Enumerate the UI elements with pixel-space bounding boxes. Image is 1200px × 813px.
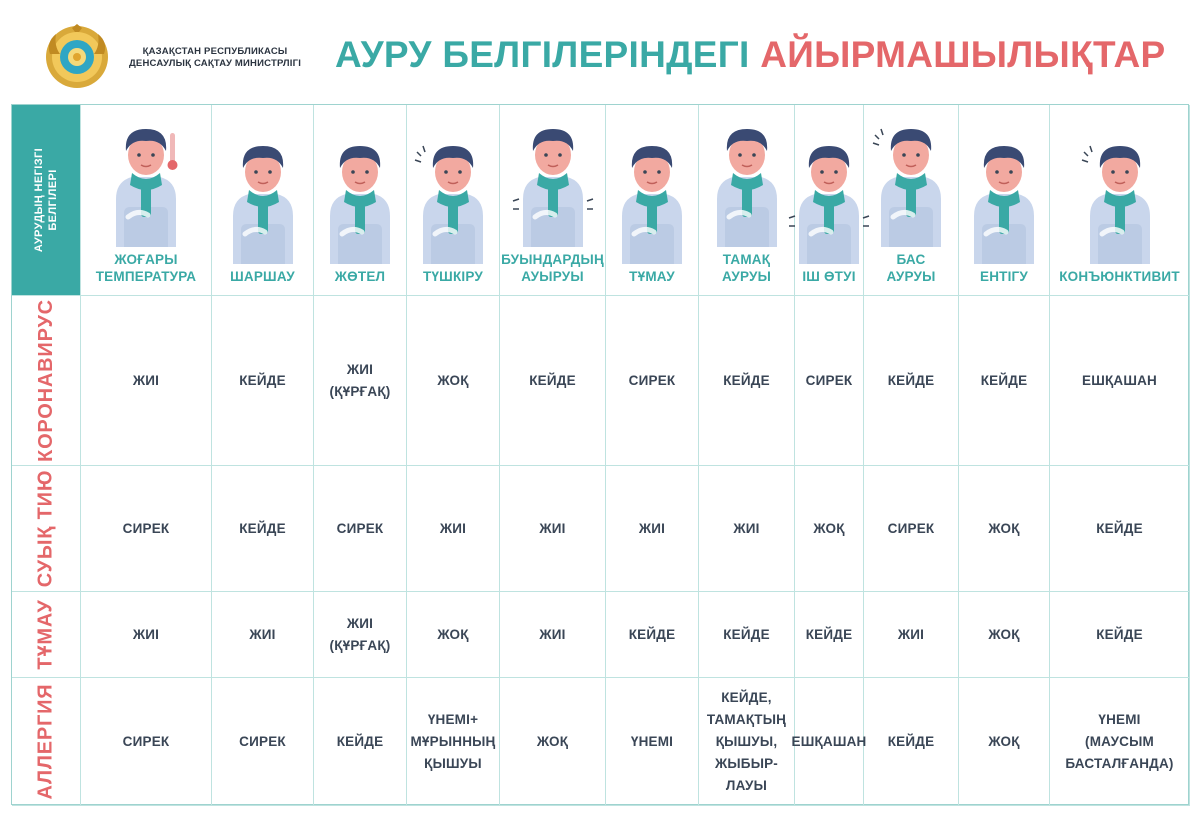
symptom-header — [500, 105, 606, 296]
cell-value — [629, 370, 676, 392]
table-cell — [407, 466, 500, 592]
cell-value-line: ЖИІ — [346, 361, 374, 377]
cell-value — [239, 370, 286, 392]
cell-value-line: ЛАУЫ — [725, 777, 768, 793]
cell-value-line: СИРЕК — [122, 733, 170, 749]
cell-value-line: ЕШҚАШАН — [1081, 372, 1158, 388]
cell-value — [1096, 624, 1143, 646]
symptom-label — [886, 251, 935, 285]
cell-value-line: КЕЙДЕ — [980, 372, 1028, 388]
corner-label-line: АУРУДЫҢ НЕГІЗГІ — [33, 147, 45, 253]
symptom-label — [629, 268, 675, 285]
cell-value — [529, 370, 576, 392]
conjunctivitis-person-icon — [1076, 138, 1164, 264]
cell-value — [123, 518, 170, 540]
state-emblem-icon — [44, 24, 110, 90]
symptom-label — [1059, 268, 1180, 285]
symptom-label-line: АУРУЫ — [886, 269, 936, 284]
table-cell — [795, 592, 864, 678]
cell-value-line: ЖОҚ — [813, 520, 845, 536]
cell-value-line: ЖОҚ — [536, 733, 569, 749]
symptom-header — [864, 105, 959, 296]
headache-person-icon — [867, 121, 955, 247]
cell-value-line: БАСТАЛҒАНДА) — [1065, 755, 1174, 771]
corner-header — [12, 105, 81, 296]
symptom-header — [212, 105, 314, 296]
cell-value — [123, 731, 170, 753]
cell-value — [806, 370, 853, 392]
table-cell — [500, 678, 606, 806]
symptom-label-line: ЖОҒАРЫ — [114, 252, 178, 267]
table-cell — [864, 296, 959, 466]
cell-value-line: СИРЕК — [239, 733, 286, 749]
cell-value-line: ЖОҚ — [988, 626, 1020, 642]
cell-value — [988, 731, 1019, 753]
title-part-2: АЙЫРМАШЫЛЫҚТАР — [760, 34, 1166, 75]
cell-value-line: ЖИІ — [346, 615, 374, 631]
cell-value-line: КЕЙДЕ — [239, 520, 286, 536]
table-cell — [864, 678, 959, 806]
cell-value — [133, 624, 159, 646]
table-cell — [795, 296, 864, 466]
cell-value-line: ҮНЕМІ — [1098, 711, 1141, 727]
cell-value — [988, 518, 1019, 540]
table-cell — [959, 592, 1050, 678]
cell-value-line: СИРЕК — [628, 372, 676, 388]
cell-value-line: ҮНЕМІ — [630, 733, 674, 749]
table-cell — [81, 466, 212, 592]
ministry-line-1: ҚАЗАҚСТАН РЕСПУБЛИКАСЫ — [142, 46, 288, 57]
cell-value-line: КЕЙДЕ — [723, 372, 770, 388]
cell-value-line: ТАМАҚТЫҢ — [706, 711, 787, 727]
ministry-name — [120, 46, 310, 70]
symptom-label-line: БУЫНДАРДЫҢ — [501, 252, 604, 267]
disease-label-cell — [12, 592, 81, 678]
cell-value-line: СИРЕК — [887, 520, 935, 536]
cell-value — [133, 370, 159, 392]
cell-value-line: ҮНЕМІ+ — [427, 711, 479, 727]
symptom-label — [501, 251, 604, 285]
symptom-header — [314, 105, 407, 296]
symptom-label-line: КОНЪЮНКТИВИТ — [1059, 269, 1180, 284]
symptom-label-line: ТҰМАУ — [629, 269, 675, 284]
table-cell — [81, 296, 212, 466]
page-title — [335, 34, 1166, 76]
symptom-header — [959, 105, 1050, 296]
table-cell — [314, 678, 407, 806]
cell-value — [888, 518, 935, 540]
cell-value — [437, 624, 468, 646]
table-cell — [81, 678, 212, 806]
cell-value — [337, 518, 384, 540]
cell-value — [988, 624, 1019, 646]
symptom-label — [722, 251, 771, 285]
table-cell — [1050, 592, 1190, 678]
table-cell — [500, 296, 606, 466]
table-cell — [606, 296, 699, 466]
symptom-label-line: АУЫРУЫ — [521, 269, 584, 284]
symptom-label-line: ЖӨТЕЛ — [334, 269, 386, 284]
symptom-label — [230, 268, 295, 285]
cell-value — [330, 613, 391, 657]
table-cell — [81, 592, 212, 678]
table-cell — [959, 466, 1050, 592]
table-cell — [314, 296, 407, 466]
cell-value — [888, 731, 935, 753]
cell-value-line: МҰРЫННЫҢ — [410, 733, 496, 749]
cell-value — [1082, 370, 1157, 392]
cell-value-line: ҚЫШУЫ, — [715, 733, 778, 749]
symptom-label-line: АУРУЫ — [721, 269, 772, 284]
cell-value-line: ЖОҚ — [437, 626, 469, 642]
symptom-label — [335, 268, 385, 285]
cell-value — [1096, 518, 1143, 540]
cell-value-line: ЖИІ — [132, 626, 160, 642]
cough-person-icon — [316, 138, 404, 264]
cell-value-line: КЕЙДЕ — [628, 626, 676, 642]
cell-value-line: ЖИІ — [539, 520, 566, 536]
cell-value-line: ҚЫШУЫ — [424, 755, 482, 771]
cell-value — [539, 624, 565, 646]
table-cell — [407, 678, 500, 806]
symptom-label-line: ШАРШАУ — [230, 269, 295, 284]
sneeze-person-icon — [409, 138, 497, 264]
cell-value — [707, 687, 786, 797]
cell-value — [437, 370, 468, 392]
corner-label-line: БЕЛГІЛЕРІ — [47, 169, 59, 231]
table-cell — [795, 466, 864, 592]
symptom-label — [980, 268, 1028, 285]
runny-nose-person-icon — [608, 138, 696, 264]
table-cell — [791, 678, 867, 806]
cell-value-line: ЖИІ — [439, 520, 467, 536]
symptom-label-line: ТАМАҚ — [722, 252, 771, 267]
symptom-header — [81, 105, 212, 296]
symptom-header — [606, 105, 699, 296]
cell-value-line: КЕЙДЕ — [887, 733, 935, 749]
header — [0, 0, 1200, 100]
table-cell — [212, 592, 314, 678]
cell-value — [733, 518, 759, 540]
cell-value — [239, 518, 286, 540]
cell-value-line: СИРЕК — [336, 520, 384, 536]
cell-value — [631, 731, 673, 753]
table-cell — [959, 678, 1050, 806]
table-cell — [500, 592, 606, 678]
table-cell — [699, 678, 795, 806]
cell-value-line: ЖИІ — [249, 626, 276, 642]
cell-value-line: ЖИІ — [733, 520, 760, 536]
cell-value-line: КЕЙДЕ — [336, 733, 384, 749]
cell-value-line: ЖЫБЫР- — [714, 755, 779, 771]
cell-value-line: КЕЙДЕ — [887, 372, 935, 388]
table-cell — [314, 466, 407, 592]
table-cell — [864, 592, 959, 678]
disease-name: КОРОНАВИРУС — [34, 299, 57, 462]
shortness-of-breath-person-icon — [960, 138, 1048, 264]
cell-value-line: КЕЙДЕ — [1096, 520, 1143, 536]
cell-value-line: ЖИІ — [638, 520, 666, 536]
cell-value — [537, 731, 568, 753]
cell-value-line: КЕЙДЕ — [239, 372, 286, 388]
table-cell — [959, 296, 1050, 466]
table-cell — [212, 466, 314, 592]
cell-value — [410, 709, 495, 775]
cell-value — [981, 370, 1028, 392]
cell-value — [337, 731, 384, 753]
diarrhea-person-icon — [785, 138, 873, 264]
fatigue-person-icon — [219, 138, 307, 264]
cell-value — [239, 731, 286, 753]
disease-label-cell — [12, 296, 81, 466]
cell-value — [639, 518, 665, 540]
table-cell — [1050, 296, 1190, 466]
cell-value — [723, 624, 770, 646]
table-cell — [314, 592, 407, 678]
symptom-label — [423, 268, 483, 285]
cell-value — [813, 518, 844, 540]
table-cell — [699, 592, 795, 678]
table-cell — [212, 296, 314, 466]
corner-label — [32, 148, 60, 252]
symptom-label-line: БАС — [896, 252, 926, 267]
ministry-line-2: ДЕНСАУЛЫҚ САҚТАУ МИНИСТРЛІГІ — [128, 58, 302, 69]
cell-value-line: СИРЕК — [122, 520, 170, 536]
cell-value-line: СИРЕК — [805, 372, 853, 388]
symptom-header — [795, 105, 864, 296]
disease-name: ТҰМАУ — [34, 599, 57, 670]
cell-value-line: КЕЙДЕ — [805, 626, 853, 642]
symptom-header — [407, 105, 500, 296]
table-cell — [864, 466, 959, 592]
cell-value — [249, 624, 275, 646]
table-cell — [606, 592, 699, 678]
cell-value — [539, 518, 565, 540]
table-cell — [699, 296, 795, 466]
disease-name: СУЫҚ ТИЮ — [34, 469, 57, 588]
symptom-label-line: ІШ ӨТУІ — [802, 269, 856, 284]
symptom-label-line: ЕНТІГУ — [979, 269, 1028, 284]
cell-value-line: (ҚҰРҒАҚ) — [329, 637, 391, 653]
cell-value — [1065, 709, 1173, 775]
disease-label-cell — [12, 466, 81, 592]
table-cell — [1050, 678, 1190, 806]
symptom-label-line: ТЕМПЕРАТУРА — [95, 269, 197, 284]
cell-value — [791, 731, 866, 753]
cell-value — [723, 370, 770, 392]
table-cell — [500, 466, 606, 592]
cell-value — [629, 624, 676, 646]
symptom-header — [1050, 105, 1190, 296]
cell-value-line: КЕЙДЕ — [1096, 626, 1143, 642]
cell-value-line: ЖОҚ — [988, 520, 1020, 536]
cell-value — [888, 370, 935, 392]
cell-value-line: КЕЙДЕ — [529, 372, 576, 388]
cell-value-line: КЕЙДЕ — [723, 626, 770, 642]
cell-value-line: ЖОҚ — [437, 372, 469, 388]
cell-value — [806, 624, 853, 646]
symptom-label — [802, 268, 855, 285]
table-cell — [606, 678, 699, 806]
table-cell — [606, 466, 699, 592]
table-cell — [407, 296, 500, 466]
disease-label-cell — [12, 678, 81, 806]
symptom-label-line: ТҮШКІРУ — [423, 269, 483, 284]
symptoms-comparison-table — [11, 104, 1189, 805]
disease-name: АЛЛЕРГИЯ — [34, 683, 57, 800]
title-part-1: АУРУ БЕЛГІЛЕРІНДЕГІ — [335, 34, 750, 75]
table-cell — [699, 466, 795, 592]
joint-pain-person-icon — [509, 121, 597, 247]
table-cell — [1050, 466, 1190, 592]
cell-value — [330, 359, 391, 403]
cell-value-line: КЕЙДЕ, — [721, 689, 772, 705]
cell-value — [440, 518, 466, 540]
sore-throat-person-icon — [703, 121, 791, 247]
cell-value-line: ЖИІ — [897, 626, 925, 642]
cell-value-line: ЕШҚАШАН — [791, 733, 867, 749]
table-cell — [407, 592, 500, 678]
cell-value-line: (ҚҰРҒАҚ) — [329, 383, 391, 399]
cell-value-line: (МАУСЫМ — [1085, 733, 1154, 749]
cell-value — [898, 624, 924, 646]
cell-value-line: ЖИІ — [539, 626, 566, 642]
symptom-label — [96, 251, 197, 285]
fever-person-icon — [102, 121, 190, 247]
table-cell — [212, 678, 314, 806]
cell-value-line: ЖОҚ — [988, 733, 1020, 749]
symptom-header — [699, 105, 795, 296]
cell-value-line: ЖИІ — [132, 372, 160, 388]
